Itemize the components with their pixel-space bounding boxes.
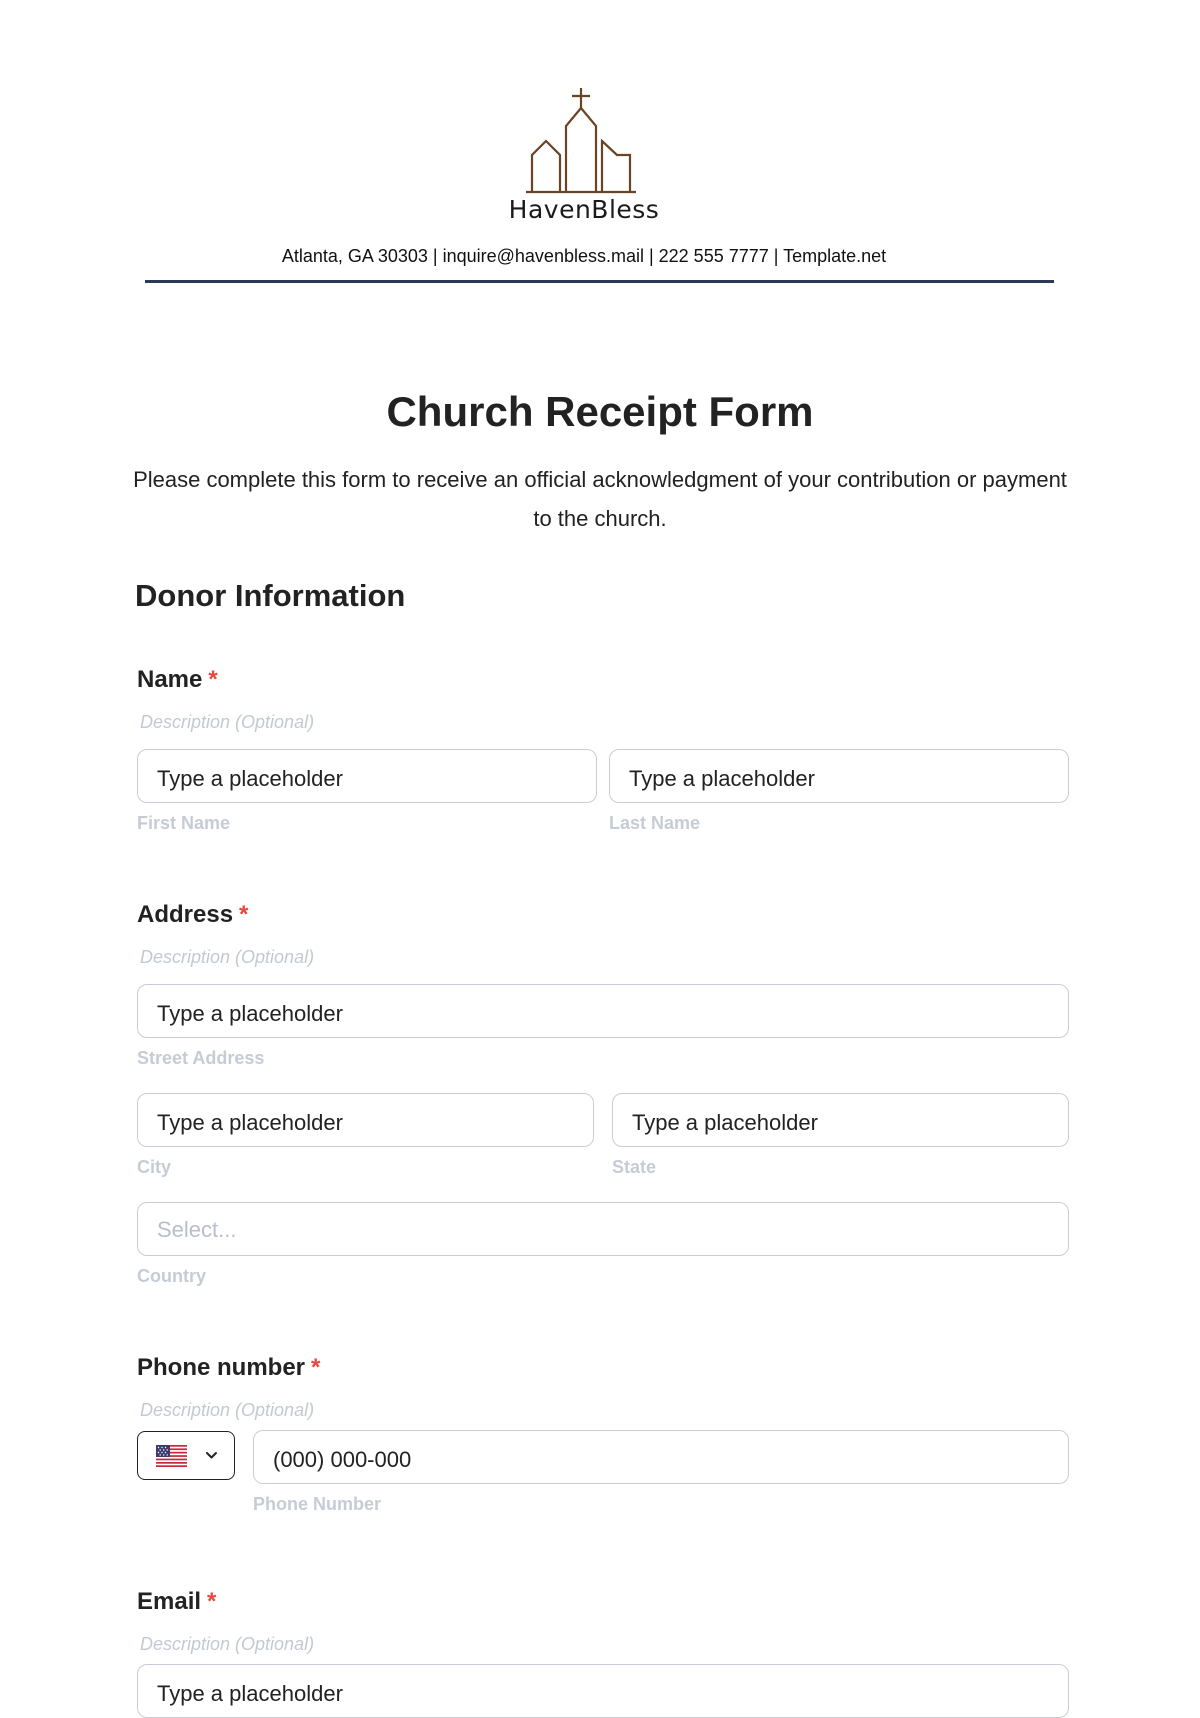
email-field-label [137,1588,216,1616]
country-select[interactable]: Select... [137,1202,1069,1256]
name-label-text: Name [137,666,203,693]
phone-label-text: Phone number [137,1354,306,1381]
brand-name: HavenBless [508,195,660,224]
phone-field-label [137,1354,320,1382]
phone-number-input[interactable]: (000) 000-000 [253,1430,1069,1484]
header-divider [145,280,1054,283]
email-input[interactable]: Type a placeholder [137,1664,1069,1718]
city-sublabel: City [137,1157,172,1177]
street-address-input[interactable]: Type a placeholder [137,984,1069,1038]
address-field-label [137,901,248,929]
phone-description: Description (Optional) [140,1400,315,1420]
country-sublabel: Country [137,1266,206,1286]
page-title: Church Receipt Form [386,388,814,435]
contact-info: Atlanta, GA 30303 | inquire@havenbless.mail | 222 555 7777 | Template.net [281,246,887,266]
email-description: Description (Optional) [140,1634,315,1654]
us-flag-icon [156,1445,187,1467]
church-icon [526,86,636,194]
phone-number-sublabel: Phone Number [253,1494,382,1514]
city-input[interactable]: Type a placeholder [137,1093,594,1147]
required-marker: * [208,666,218,693]
required-marker: * [207,1588,217,1615]
street-address-sublabel: Street Address [137,1048,265,1068]
state-sublabel: State [612,1157,657,1177]
required-marker: * [239,901,249,928]
chevron-down-icon [205,1450,218,1460]
first-name-sublabel: First Name [137,813,231,833]
phone-country-picker[interactable] [137,1431,235,1480]
state-input[interactable]: Type a placeholder [612,1093,1069,1147]
name-field-label [137,666,218,694]
last-name-sublabel: Last Name [609,813,701,833]
email-label-text: Email [137,1588,202,1615]
name-description: Description (Optional) [140,712,315,732]
first-name-input[interactable]: Type a placeholder [137,749,597,803]
required-marker: * [311,1354,321,1381]
form-description: Please complete this form to receive an official acknowledgment of your contribution or payment to the church. [133,467,1067,531]
address-label-text: Address [137,901,234,928]
address-description: Description (Optional) [140,947,315,967]
last-name-input[interactable]: Type a placeholder [609,749,1069,803]
section-title-donor-information: Donor Information [135,578,406,613]
